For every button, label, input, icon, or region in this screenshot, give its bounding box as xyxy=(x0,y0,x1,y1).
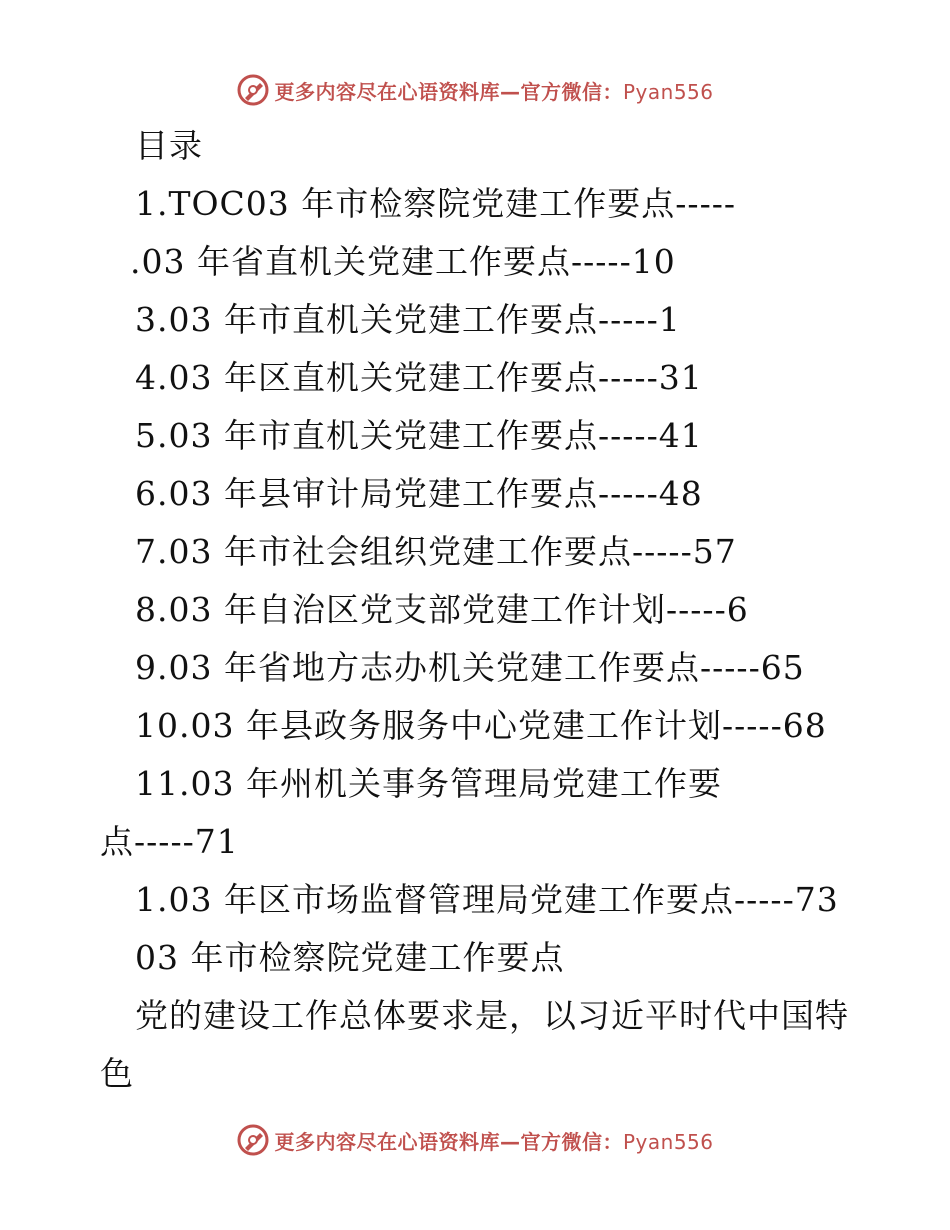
toc-item: 6.03 年县审计局党建工作要点-----48 xyxy=(135,474,703,513)
pen-logo-icon xyxy=(236,1123,270,1157)
toc-item: .03 年省直机关党建工作要点-----10 xyxy=(130,242,676,281)
toc-item: 3.03 年市直机关党建工作要点-----1 xyxy=(135,300,681,339)
banner-text: 更多内容尽在心语资料库—官方微信：Pyan556 xyxy=(274,79,714,104)
section-title: 03 年市检察院党建工作要点 xyxy=(135,938,565,977)
toc-title: 目录 xyxy=(135,126,203,165)
toc-item: 10.03 年县政务服务中心党建工作计划-----68 xyxy=(135,706,827,745)
header-banner xyxy=(0,70,950,110)
toc-item: 7.03 年市社会组织党建工作要点-----57 xyxy=(135,532,737,571)
toc-item: 1.TOC03 年市检察院党建工作要点----- xyxy=(135,184,737,223)
pen-logo-icon xyxy=(236,73,270,107)
toc-item: 1.03 年区市场监督管理局党建工作要点-----73 xyxy=(135,880,839,919)
toc-item: 9.03 年省地方志办机关党建工作要点-----65 xyxy=(135,648,805,687)
paragraph-line: 色 xyxy=(100,1054,134,1093)
toc-item: 5.03 年市直机关党建工作要点-----41 xyxy=(135,416,703,455)
toc-item: 8.03 年自治区党支部党建工作计划-----6 xyxy=(135,590,749,629)
toc-item: 4.03 年区直机关党建工作要点-----31 xyxy=(135,358,703,397)
footer-banner xyxy=(0,1120,950,1160)
wechat-id: Pyan556 xyxy=(622,1129,714,1154)
toc-item-continued: 点-----71 xyxy=(100,822,239,861)
wechat-id: Pyan556 xyxy=(622,79,714,104)
toc-item: 11.03 年州机关事务管理局党建工作要 xyxy=(135,764,722,803)
paragraph-line: 党的建设工作总体要求是，以习近平时代中国特 xyxy=(135,996,849,1035)
banner-text: 更多内容尽在心语资料库—官方微信：Pyan556 xyxy=(274,1129,714,1154)
